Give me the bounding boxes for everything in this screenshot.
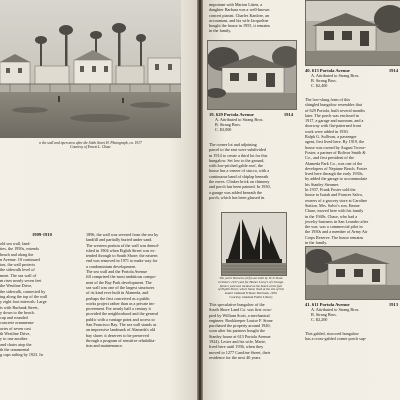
text-line: Co., and first president of the [305, 155, 354, 161]
text-line: The sea wall and the Portola Avenue [86, 269, 148, 275]
text-line: soon after his partners bought the [209, 328, 265, 334]
entry-613-year: 1914 [388, 68, 398, 73]
house-611-image [306, 247, 400, 299]
text-line: This gabled, stuccoed bungalow [305, 331, 359, 336]
text-line: jewelry business in San Leandro after [305, 218, 369, 224]
caption-line: The yacht Venturess (left) was built by W. P. Stone [219, 276, 283, 280]
left-page [0, 0, 199, 400]
entry-613-cost: C. $2,400 [311, 83, 328, 88]
text-line: purchased the property around 1920; [209, 323, 271, 329]
text-line: continuous band of shiplap beneath [209, 173, 269, 179]
text-line: Foster, a partner of Bolivar Smith & [305, 149, 366, 155]
entry-629-architect: A. Attributed to Strang Bros. [215, 117, 264, 122]
right-col1-bottom [209, 302, 293, 360]
text-line: through a program of sensitive rehabilita- [86, 337, 156, 343]
text-line: his Stanley Steamer. [305, 181, 340, 187]
text-line: ished in 1904 when Eighth Street was ex- [86, 247, 156, 253]
text-line: in the family. [209, 28, 232, 34]
house-611-photo [305, 246, 400, 300]
entry-611-year: 1913 [388, 302, 398, 307]
text-line: bungalow. Set low to the ground, [209, 157, 265, 163]
text-line: a condominium development. [86, 263, 136, 269]
left-column-1 [0, 241, 68, 358]
text-line: ing along the top of the wall [0, 293, 48, 299]
book-gutter [197, 0, 203, 400]
text-line: provided the neighborhood and the general [86, 311, 158, 317]
text-line: th Westline Drive, [0, 331, 31, 337]
entry-629-builder: B. Strang Bros. [215, 122, 241, 127]
text-line: 1896, the wall was severed from the sea by [86, 232, 159, 237]
entry-629 [209, 112, 293, 132]
text-line: lived here until 1936, when they [209, 344, 264, 350]
text-line: and chairs atop the [0, 341, 32, 347]
photo-caption [0, 141, 181, 149]
entry-613-builder: B. Strang Bros. [311, 78, 337, 83]
text-line: concrete ornamenta- [0, 320, 35, 326]
caption-line: of Eighth Street, where Stone lived at the site of this [218, 287, 284, 292]
caption-line: model. Oakland Tribune Yearbook, 1930. [224, 291, 278, 296]
entry-629-cost: C. $3,000 [215, 127, 232, 132]
house-613-photo [305, 0, 400, 66]
right-col2-bottom [305, 331, 398, 342]
text-line: landfill and partially buried under sand. [86, 237, 153, 243]
text-line: important with Marion Litten, a [209, 2, 263, 7]
text-line: Alameda Park Co., was one of the [305, 160, 363, 166]
text-line: works project rather than as a private im- [86, 300, 155, 306]
text-line: g caps railing by 1923. In [0, 352, 43, 358]
entry-611 [305, 302, 398, 322]
caption-line: Courtesy, Oakland Public Library [229, 294, 273, 299]
text-line: nent of the Bay Park development. The [86, 279, 152, 285]
text-line: the sidewalk level of [0, 267, 35, 273]
text-line: house to Isaiah and Frances Salvo, [305, 192, 363, 198]
text-line: sea wall was one of the largest structures [86, 284, 155, 290]
right-col2-mid [305, 97, 398, 245]
text-line: Ralph G. Sullivan, a passenger [305, 134, 357, 140]
text-line: an impressive landmark of Alameda's old [86, 327, 156, 333]
text-line: doorway with flat-patterned front [305, 123, 361, 129]
photo-caption-line1: n the wall and open area after the Sixth Street H. Photograph, ca. 1917 [39, 141, 142, 145]
sailboat-caption [207, 277, 295, 300]
entry-613 [305, 68, 398, 88]
text-line: ties, the 1950s, extends [0, 246, 39, 252]
text-line: agent, first lived here. By 1919, the [305, 139, 365, 145]
text-line: bay shore; it deserves to be preserved [86, 332, 149, 338]
photo-caption-line2: Courtesy of Ernest L. Chase [70, 145, 111, 150]
text-line: y down to the beach. [0, 309, 35, 315]
text-line: of 629 Portola, built several months [305, 107, 366, 113]
text-line: in the 1940s. Chase, who had a [305, 213, 358, 219]
text-line: ts with Burbank Street, [0, 304, 39, 310]
text-line: perhaps the first conceived as a public [86, 295, 150, 301]
right-col1-top [209, 2, 293, 34]
text-line: of its kind ever built in Alameda, and [86, 290, 149, 296]
text-line: The low-slung form of this [305, 97, 351, 102]
text-line: m rises nearly seven feet [0, 278, 42, 284]
text-line: old sea wall, land- [0, 241, 31, 246]
text-line: the sidewalk, connected by [0, 288, 46, 294]
entry-611-architect: A. Attributed to Strang Bros. [311, 307, 360, 312]
beach-photo-image [0, 0, 181, 138]
caption-line: Stone's yard was located on the beach at the foot [219, 283, 283, 288]
text-line: work were added in 1930. [305, 128, 349, 134]
entry-629-year: 1914 [283, 112, 293, 117]
text-line: y to one another. [0, 336, 28, 342]
text-line: th the ornamental [0, 346, 30, 352]
beach-photo [0, 0, 181, 138]
left-column-2 [86, 232, 186, 349]
text-line: bought the house in 1955, it remains [209, 23, 271, 29]
house-629-image [208, 41, 296, 109]
text-line: tion and maintenance. [86, 343, 123, 349]
text-line: This speculative bungalow of the [209, 302, 265, 307]
text-line: y eight foot intervals. Large [0, 299, 47, 305]
text-line: house has a veneer of stucco, with a [209, 168, 270, 174]
text-line: and porch has been painted. In 1930, [209, 184, 271, 190]
text-line: later. The porch was enclosed in [305, 112, 359, 118]
text-line: 1924). Lester and his wife, Marie, [209, 339, 266, 345]
text-line: the eaves. Clinker brick on chimney [209, 179, 270, 185]
text-line: San Francisco Bay. The sea wall stands as [86, 322, 157, 328]
entry-611-heading: 41. 611 Portola Avenue [305, 302, 350, 307]
text-line: owners of a grocery store at Caroline [305, 197, 368, 203]
right-col1-mid [209, 142, 293, 200]
text-line: public with a vantage point and access to [86, 316, 155, 322]
text-line: The western portion of the wall was demol- [86, 242, 160, 248]
text-line: pied by William Scott, a mechanical [209, 312, 270, 318]
text-line: lived here through the early 1930s, [305, 171, 364, 177]
house-613-image [306, 1, 400, 65]
entry-629-heading: 19. 629 Portola Avenue [209, 112, 254, 117]
text-line: fill comprised the most ambitious compo- [86, 274, 157, 280]
text-line: porch, which has been glassed in. [209, 194, 266, 200]
caption-line: in Stone's 1917 yard for Homer Leroy's of Chicago. [218, 279, 284, 284]
text-line: beach and along the [0, 251, 34, 257]
text-line: provement. For nearly half a century it [86, 306, 151, 312]
text-line: end was removed in 1971 to make way for [86, 258, 158, 264]
text-line: Chase, moved here with his family [305, 208, 364, 214]
text-line: shingled bungalow resembles that [305, 102, 362, 108]
text-line: moved to 1277 Caroline Street, their [209, 349, 271, 355]
text-line: ion, the wall protects [0, 262, 36, 268]
text-line: the war, was a commercial pilot in [305, 224, 363, 230]
text-line: in the family. [305, 240, 328, 246]
entry-611-cost: C. $2,200 [311, 317, 328, 322]
entry-613-architect: A. Attributed to Strang Bros. [311, 73, 360, 78]
text-line: accountant, and his wife Jacqueline [209, 17, 269, 23]
text-line: ories of seven cast [0, 325, 31, 331]
text-line: tended through to South Shore; the eastern [86, 253, 158, 259]
text-line: In 1937, Frank Foster sold the [305, 187, 356, 193]
text-line: daughter Barbara was a well-known [209, 7, 270, 13]
text-line: The corner lot and adjoining [209, 142, 257, 147]
text-line: Corps Reserve. The house remains [305, 234, 364, 240]
text-line: residence for the next 40 years. [209, 354, 262, 360]
text-line: ment. The sea wall of [0, 272, 37, 278]
text-line: 1917, a garage and sunroom, and a [305, 118, 364, 124]
text-line: parcel to the east were subdivided [209, 147, 266, 153]
right-page [201, 0, 400, 400]
text-line: the Westline Drive, [0, 283, 33, 289]
entry-613-heading: 40. 613 Portola Avenue [305, 68, 350, 73]
entry-611-builder: B. Strang Bros. [311, 312, 337, 317]
text-line: house was owned by August Twose- [305, 144, 366, 150]
text-line: by added the garage to accommodate [305, 176, 368, 182]
text-line: has a cross-gabled corner porch sup- [305, 336, 367, 342]
text-line: engineer. Bookkeeper Louise F. Stone [209, 317, 273, 323]
text-line: developers of Neptune Beach. Foster [305, 165, 367, 171]
text-line: the 1930s and a member of Army Air [305, 229, 368, 235]
text-line: Stanley house at 613 Portola Avenue [209, 333, 271, 339]
text-line: with low-pitched gable roof, the [209, 163, 263, 169]
text-line: concert pianist. Charles Kanlore, an [209, 12, 269, 18]
text-line: Station. Mrs. Salvo's son, Emme [305, 202, 360, 208]
sailboat-image [222, 213, 286, 275]
date-heading: 1909-1910 [32, 232, 52, 237]
text-line: a garage was added beneath the [209, 189, 262, 195]
text-line: in 1914 to create a third lot for this [209, 152, 268, 158]
sailboat-photo [221, 212, 287, 276]
text-line: South Shore Land Co. was first occu- [209, 307, 272, 313]
house-629-photo [207, 40, 297, 110]
text-line: cap and rounded [0, 315, 28, 321]
text-line: n Avenue. Of continued [0, 256, 40, 262]
